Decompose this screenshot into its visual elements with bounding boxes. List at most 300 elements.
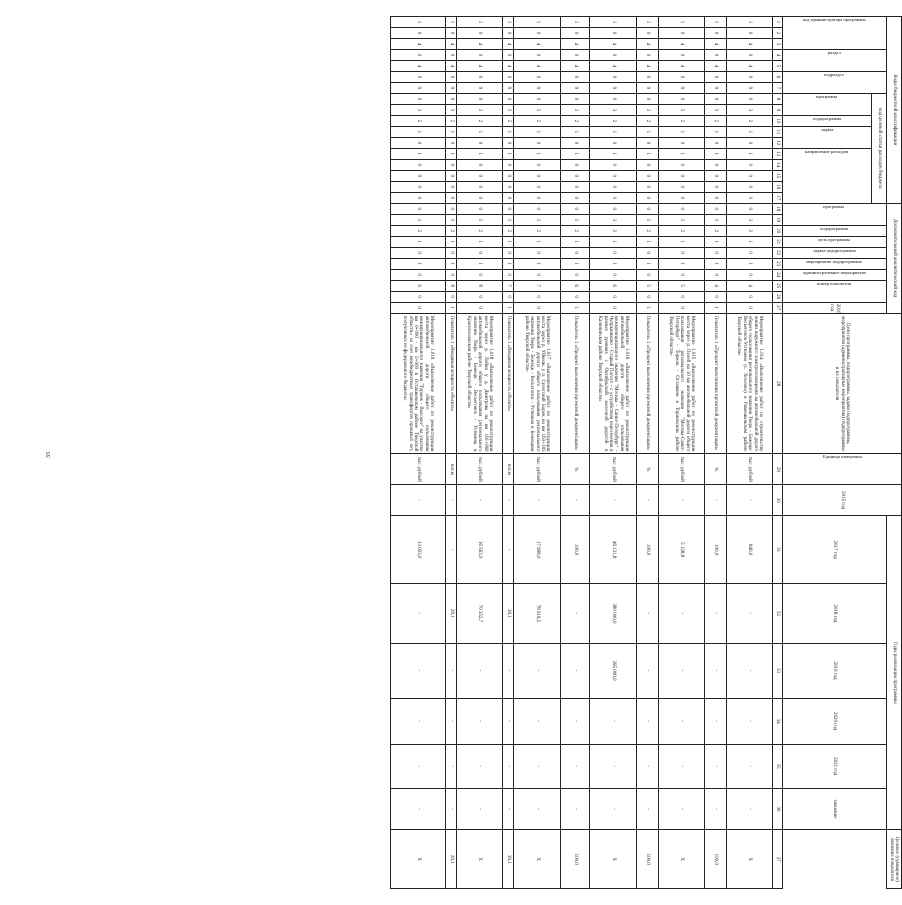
code-cell: 0	[590, 192, 637, 203]
code-cell: 0	[727, 203, 773, 214]
code-cell: 1	[705, 148, 727, 159]
page-number: 33	[46, 452, 52, 458]
code-cell: 3	[659, 104, 705, 115]
code-cell: 0	[514, 93, 561, 104]
code-cell: 0	[503, 181, 514, 192]
name-cell: Мероприятие 1.018 «Выполнение работ по реконструкции моста через р. Лойня у д. Дмитрова на км 191+069 автомобильной дороги общего пользования регионального значения Тверь - Бежецк - Весьегонск - Устюжна в Краснохолмском районе Тверской области»	[457, 313, 503, 454]
code-cell: 2	[705, 115, 727, 126]
code-cell: 0	[514, 247, 561, 258]
code-cell: 1	[705, 17, 727, 28]
final-value-cell: 100,0	[637, 830, 659, 889]
code-cell: 0	[514, 49, 561, 60]
code-cell: 0	[727, 302, 773, 313]
code-cell: 0	[457, 203, 503, 214]
code-cell: 3	[727, 214, 773, 225]
code-cell: 4	[561, 60, 590, 71]
value-2016-cell: 16 563,0	[457, 516, 503, 584]
code-cell: 0	[514, 159, 561, 170]
final-value-cell: Х	[457, 830, 503, 889]
code-cell: 0	[590, 181, 637, 192]
value-2020-cell: -	[446, 744, 457, 788]
code-cell: 4	[514, 38, 561, 49]
code-cell: 1	[457, 126, 503, 137]
code-cell: 3	[457, 214, 503, 225]
value-2016-cell: 100,0	[705, 516, 727, 584]
code-cell: 1	[727, 126, 773, 137]
code-cell: 0	[705, 93, 727, 104]
code-cell: 0	[561, 170, 590, 181]
code-cell: 0	[503, 137, 514, 148]
unit-cell: тыс. рублей	[590, 454, 637, 485]
value-2020-cell: -	[659, 744, 705, 788]
col-index: 37	[773, 830, 783, 889]
code-cell: 4	[727, 38, 773, 49]
code-cell: 0	[446, 27, 457, 38]
code-cell: 4	[727, 280, 773, 291]
code-cell: 0	[637, 269, 659, 280]
code-cell: 3	[637, 104, 659, 115]
final-group-header: Целевое (суммарное) значение показателя	[887, 830, 902, 889]
code-cell: 0	[561, 71, 590, 82]
code-cell: 0	[457, 181, 503, 192]
code-cell: 2	[561, 225, 590, 236]
code-cell: 4	[503, 38, 514, 49]
code-cell: 1	[514, 258, 561, 269]
code-cell: 3	[446, 104, 457, 115]
value-2015-cell: -	[637, 485, 659, 516]
code-cell: 0	[637, 247, 659, 258]
year-2016-header: 2016 год	[783, 302, 887, 313]
code-cell: 0	[391, 27, 446, 38]
code-cell: 1	[637, 126, 659, 137]
code-cell: 0	[705, 71, 727, 82]
value-2015-cell: -	[561, 485, 590, 516]
col-index: 11	[773, 126, 783, 137]
value-2018-cell: -	[705, 643, 727, 698]
code-cell: 3	[503, 104, 514, 115]
unit-cell: %	[561, 454, 590, 485]
code-cell: 1	[514, 236, 561, 247]
code-cell: 0	[561, 192, 590, 203]
code-cell: 2	[503, 115, 514, 126]
code-cell: 0	[637, 137, 659, 148]
col-index: 20	[773, 225, 783, 236]
code-cell: 1	[659, 258, 705, 269]
value-2020-cell: -	[637, 744, 659, 788]
code-cell: 0	[514, 137, 561, 148]
value-2020-cell: -	[514, 744, 561, 788]
code-cell: 0	[514, 27, 561, 38]
code-cell: 0	[705, 49, 727, 60]
value-2018-cell: -	[561, 643, 590, 698]
code-cell: 2	[446, 225, 457, 236]
code-cell: 0	[446, 269, 457, 280]
code-cell: 0	[446, 247, 457, 258]
code-cell: 0	[457, 269, 503, 280]
col-index: 24	[773, 269, 783, 280]
name-cell: Мероприятие 1.015 «Выполнение работ по реконструкции моста через р. Пелей на 10 км автомобильной дороги общего пользования регионального значения "Москва-Санкт-Петербург" - Торжок - Осташков в Торжокском районе Тверской области»	[659, 313, 705, 454]
ex-program-header: программа	[783, 203, 887, 225]
table-row	[503, 17, 514, 889]
code-cell: 9	[659, 82, 705, 93]
final-value-header: значение	[783, 788, 887, 830]
value-2017-cell: 70 352,7	[457, 584, 503, 643]
col-index: 30	[773, 485, 783, 516]
code-cell: 4	[457, 60, 503, 71]
code-cell: 0	[637, 181, 659, 192]
code-cell: 4	[727, 60, 773, 71]
code-cell: 0	[446, 192, 457, 203]
value-2021-cell: -	[446, 788, 457, 830]
code-cell: 3	[705, 104, 727, 115]
value-2021-cell: -	[590, 788, 637, 830]
col-index: 14	[773, 159, 783, 170]
code-cell: 4	[446, 60, 457, 71]
value-2019-cell: -	[457, 698, 503, 744]
code-cell: 9	[637, 82, 659, 93]
code-cell: 0	[391, 181, 446, 192]
code-cell: 0	[457, 192, 503, 203]
col-index: 13	[773, 148, 783, 159]
code-cell: 0	[659, 269, 705, 280]
code-cell: 3	[590, 214, 637, 225]
value-2016-cell: 17 998,0	[514, 516, 561, 584]
code-cell: 0	[637, 71, 659, 82]
col-index: 36	[773, 788, 783, 830]
code-cell: 1	[391, 236, 446, 247]
code-cell: 4	[561, 38, 590, 49]
final-value-cell: Х	[391, 830, 446, 889]
admin-code-header: код администратора программы	[783, 17, 887, 50]
value-2015-cell: -	[590, 485, 637, 516]
code-cell: 0	[391, 203, 446, 214]
code-cell: 1	[446, 148, 457, 159]
razdel-header: раздел	[783, 49, 887, 71]
code-cell: 1	[637, 148, 659, 159]
final-value-cell: Х	[727, 830, 773, 889]
code-cell: 2	[705, 225, 727, 236]
code-cell: 0	[637, 27, 659, 38]
value-2015-cell: -	[446, 485, 457, 516]
value-2018-cell: -	[503, 643, 514, 698]
code-cell: 1	[705, 236, 727, 247]
value-2018-cell: -	[391, 643, 446, 698]
name-cell: Показатель 1 «Процент выполнения проектной документации»	[637, 313, 659, 454]
col-index: 17	[773, 192, 783, 203]
code-cell: 0	[457, 27, 503, 38]
code-cell: 0	[457, 71, 503, 82]
value-2016-cell: 13 023,0	[391, 516, 446, 584]
code-cell: 0	[727, 159, 773, 170]
code-cell: 0	[659, 247, 705, 258]
unit-cell: %	[637, 454, 659, 485]
col-index: 31	[773, 516, 783, 584]
target-code-header: код целевой статьи расходов бюджета	[872, 93, 887, 203]
code-cell: 1	[514, 126, 561, 137]
table-row	[590, 17, 637, 889]
col-index: 27	[773, 302, 783, 313]
code-cell: 1	[705, 302, 727, 313]
code-cell: 1	[659, 126, 705, 137]
code-cell: 0	[391, 247, 446, 258]
value-2019-cell: -	[659, 698, 705, 744]
value-2017-cell: 29,1	[446, 584, 457, 643]
col-index: 7	[773, 82, 783, 93]
value-2019-cell: -	[503, 698, 514, 744]
code-cell: 1	[514, 17, 561, 28]
name-cell: Мероприятие 1.016 «Выполнение работ по реконструкции автомобильной дороги общего пользования межмуниципального значения "Москва - Санкт-Петербург" - Чупрыниково - Старый Погост - с устройством пересечения в разных уровнях с Октябрьской железной дорогой в Калининском районе Тверской области»	[590, 313, 637, 454]
ex-action-header: административное мероприятие	[783, 269, 887, 280]
code-cell: 0	[503, 170, 514, 181]
table-row	[391, 17, 446, 889]
col-index: 19	[773, 214, 783, 225]
value-2018-cell: -	[659, 643, 705, 698]
code-cell: 0	[590, 247, 637, 258]
code-cell: 9	[705, 82, 727, 93]
code-cell: 2	[457, 225, 503, 236]
code-cell: 1	[727, 236, 773, 247]
code-cell: 6	[590, 280, 637, 291]
code-cell: 1	[446, 236, 457, 247]
unit-cell: тыс. рублей	[391, 454, 446, 485]
code-cell: 1	[637, 302, 659, 313]
code-cell: 0	[561, 49, 590, 60]
year-2018-header: 2018 год	[783, 584, 887, 643]
code-cell: 1	[705, 258, 727, 269]
value-2019-cell: -	[637, 698, 659, 744]
code-cell: 2	[503, 225, 514, 236]
code-cell: 9	[561, 82, 590, 93]
value-2020-cell: -	[590, 744, 637, 788]
name-cell: Показатель 1 «Вводимая мощность объекта»	[446, 313, 457, 454]
col-index: 32	[773, 584, 783, 643]
code-cell: 3	[705, 214, 727, 225]
code-cell: 0	[457, 159, 503, 170]
code-cell: 3	[590, 104, 637, 115]
value-2016-cell: 100,0	[637, 516, 659, 584]
code-cell: 1	[391, 126, 446, 137]
code-cell: 8	[446, 280, 457, 291]
code-cell: 1	[705, 126, 727, 137]
col-index: 5	[773, 60, 783, 71]
value-2015-cell: -	[391, 485, 446, 516]
code-cell: 4	[659, 38, 705, 49]
code-cell: 3	[637, 214, 659, 225]
code-cell: 0	[503, 93, 514, 104]
code-cell: 4	[705, 280, 727, 291]
col-index: 15	[773, 170, 783, 181]
code-cell: 1	[637, 17, 659, 28]
ex-goal-header: цель программы	[783, 236, 887, 247]
code-cell: 0	[637, 170, 659, 181]
col-index: 26	[773, 291, 783, 302]
ex-indicator-header: номер показателя	[783, 280, 887, 302]
code-cell: 0	[727, 49, 773, 60]
code-cell: 1	[503, 258, 514, 269]
code-cell: 1	[659, 236, 705, 247]
code-cell: 0	[727, 170, 773, 181]
code-cell: 0	[705, 137, 727, 148]
code-cell: 0	[514, 269, 561, 280]
code-cell: 0	[727, 192, 773, 203]
value-2017-cell: -	[637, 584, 659, 643]
code-cell: 0	[457, 291, 503, 302]
code-cell: 0	[590, 27, 637, 38]
table-row	[446, 17, 457, 889]
code-cell: 0	[503, 203, 514, 214]
code-cell: 0	[727, 247, 773, 258]
code-cell: 7	[514, 280, 561, 291]
tg-subprogram-header: подпрограмма	[783, 115, 872, 126]
code-cell: 0	[637, 192, 659, 203]
code-cell: 0	[659, 159, 705, 170]
code-cell: 4	[590, 38, 637, 49]
code-cell: 0	[514, 203, 561, 214]
code-cell: 0	[705, 247, 727, 258]
value-2015-cell: -	[705, 485, 727, 516]
code-cell: 0	[659, 27, 705, 38]
tg-task-header: задача	[783, 126, 872, 148]
code-cell: 1	[457, 258, 503, 269]
code-cell: 1	[446, 302, 457, 313]
code-cell: 3	[514, 104, 561, 115]
value-2018-cell: -	[446, 643, 457, 698]
code-cell: 0	[659, 49, 705, 60]
col-index: 8	[773, 93, 783, 104]
code-cell: 0	[503, 71, 514, 82]
value-2016-cell: -	[503, 516, 514, 584]
code-cell: 0	[590, 71, 637, 82]
code-cell: 2	[514, 225, 561, 236]
code-cell: 0	[561, 269, 590, 280]
code-cell: 4	[705, 38, 727, 49]
code-cell: 0	[659, 181, 705, 192]
value-2020-cell: -	[561, 744, 590, 788]
table-row	[637, 17, 659, 889]
code-cell: 0	[590, 159, 637, 170]
code-cell: 0	[503, 247, 514, 258]
code-cell: 0	[446, 291, 457, 302]
code-cell: 1	[514, 148, 561, 159]
code-cell: 3	[391, 214, 446, 225]
value-2021-cell: -	[457, 788, 503, 830]
code-cell: 1	[561, 148, 590, 159]
code-cell: 1	[590, 148, 637, 159]
code-cell: 0	[705, 269, 727, 280]
code-cell: 0	[391, 49, 446, 60]
years-group-header: Годы реализации программы	[887, 516, 902, 830]
value-2021-cell: -	[659, 788, 705, 830]
code-cell: 0	[446, 203, 457, 214]
code-cell: 0	[446, 93, 457, 104]
code-cell: 0	[705, 291, 727, 302]
col-index: 35	[773, 744, 783, 788]
code-cell: 1	[446, 126, 457, 137]
value-2021-cell: -	[503, 788, 514, 830]
code-cell: 4	[503, 60, 514, 71]
code-cell: 0	[457, 302, 503, 313]
value-2019-cell: -	[514, 698, 561, 744]
code-cell: 2	[446, 115, 457, 126]
code-cell: 2	[561, 115, 590, 126]
col-index: 21	[773, 236, 783, 247]
code-cell: 0	[705, 159, 727, 170]
value-2021-cell: -	[514, 788, 561, 830]
code-cell: 1	[727, 148, 773, 159]
year-2020-header: 2020 год	[783, 698, 887, 744]
code-cell: 0	[391, 302, 446, 313]
code-cell: 1	[503, 148, 514, 159]
code-cell: 0	[727, 181, 773, 192]
col-index: 28	[773, 313, 783, 454]
codes-group-header: Коды бюджетной классификации	[887, 17, 902, 204]
code-cell: 1	[561, 17, 590, 28]
unit-cell: тыс. рублей	[514, 454, 561, 485]
code-cell: 0	[590, 302, 637, 313]
value-2020-cell: -	[727, 744, 773, 788]
value-2016-cell: 840,0	[727, 516, 773, 584]
code-cell: 0	[637, 203, 659, 214]
col-index: 9	[773, 104, 783, 115]
code-cell: 5	[659, 280, 705, 291]
value-2016-cell: -	[446, 516, 457, 584]
code-cell: 0	[391, 192, 446, 203]
code-cell: 9	[391, 82, 446, 93]
value-2017-cell: 39,1	[503, 584, 514, 643]
value-2019-cell: -	[391, 698, 446, 744]
code-cell: 2	[514, 115, 561, 126]
code-cell: 0	[391, 137, 446, 148]
code-cell: 0	[561, 203, 590, 214]
code-cell: 2	[391, 115, 446, 126]
code-cell: 1	[457, 148, 503, 159]
code-cell: 3	[514, 214, 561, 225]
code-cell: 1	[446, 258, 457, 269]
col-index: 33	[773, 643, 783, 698]
code-cell: 0	[659, 137, 705, 148]
code-cell: 1	[637, 258, 659, 269]
code-cell: 3	[561, 214, 590, 225]
value-2019-cell: -	[705, 698, 727, 744]
code-cell: 1	[727, 17, 773, 28]
code-cell: 7	[503, 280, 514, 291]
code-cell: 4	[514, 60, 561, 71]
code-cell: 3	[659, 214, 705, 225]
code-cell: 1	[503, 17, 514, 28]
table-row	[705, 17, 727, 889]
code-cell: 0	[503, 192, 514, 203]
code-cell: 0	[659, 93, 705, 104]
code-cell: 0	[457, 170, 503, 181]
final-value-cell: 39,1	[503, 830, 514, 889]
code-cell: 0	[727, 137, 773, 148]
col-index: 18	[773, 203, 783, 214]
code-cell: 3	[446, 214, 457, 225]
code-cell: 0	[561, 137, 590, 148]
code-cell: 3	[391, 104, 446, 115]
value-2017-cell: -	[659, 584, 705, 643]
code-cell: 1	[659, 17, 705, 28]
tg-program-header: программа	[783, 93, 872, 115]
podrazdel-header: подраздел	[783, 71, 887, 93]
value-2019-cell: -	[446, 698, 457, 744]
table-row	[659, 17, 705, 889]
value-2020-cell: -	[705, 744, 727, 788]
code-cell: 0	[514, 291, 561, 302]
code-cell: 1	[503, 302, 514, 313]
code-cell: 0	[590, 49, 637, 60]
code-cell: 9	[590, 82, 637, 93]
